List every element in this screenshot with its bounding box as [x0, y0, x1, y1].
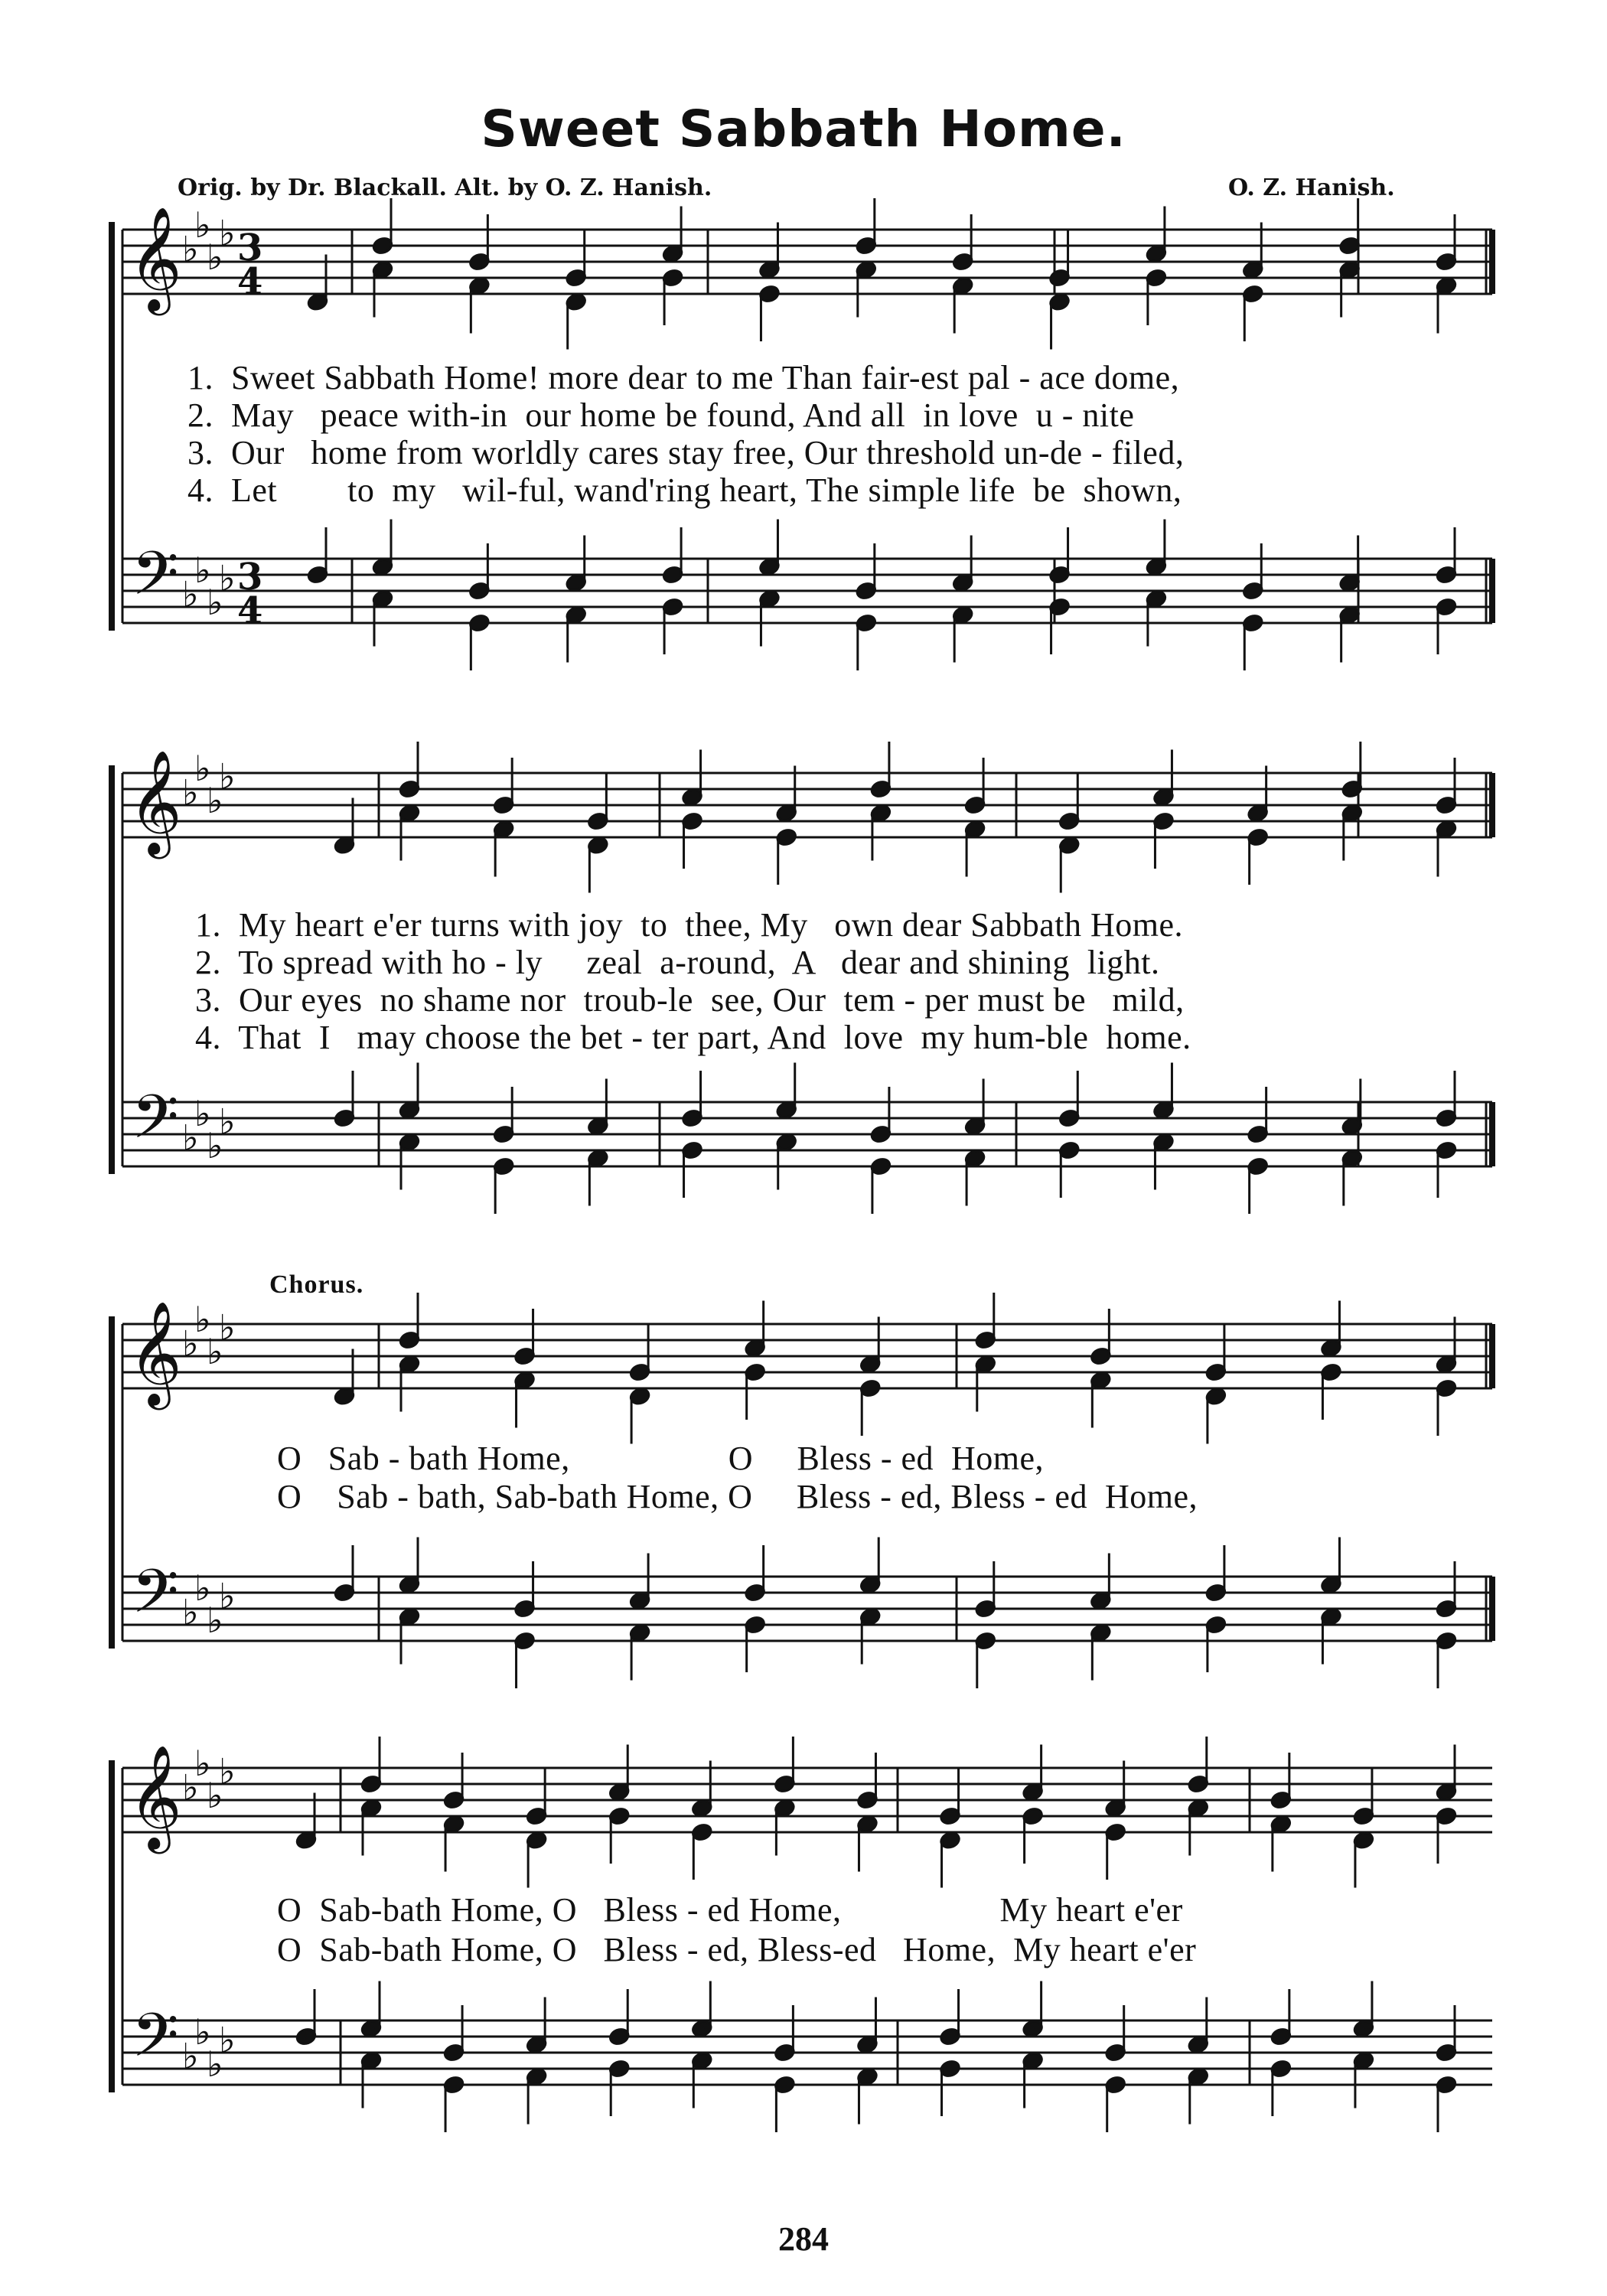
flat-sign: ♭ — [182, 1591, 199, 1633]
flat-sign: ♭ — [219, 1575, 236, 1617]
flat-sign: ♭ — [182, 1766, 199, 1808]
flat-sign: ♭ — [207, 1331, 223, 1372]
bass-clef: 𝄢 — [132, 2000, 179, 2086]
flat-sign: ♭ — [194, 2011, 211, 2053]
flat-sign: ♭ — [219, 557, 236, 599]
flat-sign: ♭ — [207, 1125, 223, 1166]
treble-clef: 𝄞 — [129, 205, 182, 311]
flat-sign: ♭ — [219, 755, 236, 797]
flat-sign: ♭ — [194, 1093, 211, 1134]
bass-clef: 𝄢 — [132, 538, 179, 624]
flat-sign: ♭ — [194, 204, 211, 246]
treble-clef: 𝄞 — [129, 748, 182, 854]
bass-clef: 𝄢 — [132, 1081, 179, 1167]
flat-sign: ♭ — [219, 1101, 236, 1143]
time-sig-bottom: 4 — [237, 260, 263, 303]
chorus-line-1a: O Sab - bath Home, O Bless - ed Home, — [277, 1440, 1045, 1477]
flat-sign: ♭ — [182, 2035, 199, 2077]
verse-3-line-1: 3. Our home from worldly cares stay free, Our threshold un-de - filed, — [187, 434, 1185, 471]
verse-1-line-1: 1. Sweet Sabbath Home! more dear to me Than fair-est pal - ace dome, — [187, 359, 1180, 396]
treble-clef: 𝄞 — [129, 1300, 182, 1405]
flat-sign: ♭ — [182, 1322, 199, 1365]
time-sig-top: 3 — [237, 227, 263, 269]
treble-clef: 𝄞 — [129, 1743, 182, 1849]
flat-sign: ♭ — [219, 1306, 236, 1349]
flat-sign: ♭ — [182, 573, 199, 615]
flat-sign: ♭ — [182, 228, 199, 270]
verse-2-line-2: 2. To spread with ho - ly zeal a-round, A dear and shining light. — [195, 944, 1160, 981]
flat-sign: ♭ — [219, 212, 236, 254]
flat-sign: ♭ — [207, 1600, 223, 1641]
bass-clef: 𝄢 — [132, 1556, 179, 1642]
chorus-label: Chorus. — [269, 1270, 364, 1299]
flat-sign: ♭ — [194, 1743, 211, 1784]
flat-sign: ♭ — [207, 236, 223, 278]
flat-sign: ♭ — [194, 1567, 211, 1609]
flat-sign: ♭ — [219, 2019, 236, 2061]
flat-sign: ♭ — [182, 1117, 199, 1159]
flat-sign: ♭ — [207, 2043, 223, 2085]
verse-4-line-1: 4. Let to my wil-ful, wand'ring heart, The simple life be shown, — [187, 471, 1182, 509]
flat-sign: ♭ — [194, 1299, 211, 1340]
flat-sign: ♭ — [219, 1750, 236, 1792]
flat-sign: ♭ — [194, 550, 211, 591]
flat-sign: ♭ — [194, 748, 211, 789]
verse-2-line-1: 2. May peace with-in our home be found, And all in love u - nite — [187, 396, 1135, 434]
flat-sign: ♭ — [207, 1775, 223, 1816]
chorus-line-1b: O Sab - bath, Sab-bath Home, O Bless - ed, Bless - ed Home, — [277, 1478, 1198, 1515]
flat-sign: ♭ — [182, 771, 199, 814]
page-number: 284 — [778, 2220, 829, 2258]
verse-4-line-2: 4. That I may choose the bet - ter part, And love my hum-ble home. — [195, 1019, 1191, 1056]
chorus-line-2b: O Sab-bath Home, O Bless - ed, Bless-ed Home, My heart e'er — [277, 1931, 1197, 1968]
time-sig-top: 3 — [237, 556, 263, 598]
flat-sign: ♭ — [207, 582, 223, 623]
verse-1-line-2: 1. My heart e'er turns with joy to thee, My own dear Sabbath Home. — [195, 906, 1184, 944]
flat-sign: ♭ — [207, 780, 223, 821]
chorus-line-2a: O Sab-bath Home, O Bless - ed Home, My heart e'er — [277, 1891, 1183, 1929]
time-sig-bottom: 4 — [237, 589, 263, 632]
hymn-title: Sweet Sabbath Home. — [481, 99, 1126, 158]
verse-3-line-2: 3. Our eyes no shame nor troub-le see, Our tem - per must be mild, — [195, 981, 1185, 1019]
composer-credit: Orig. by Dr. Blackall. Alt. by O. Z. Hanish. — [178, 174, 712, 201]
arranger-credit: O. Z. Hanish. — [1228, 174, 1395, 201]
